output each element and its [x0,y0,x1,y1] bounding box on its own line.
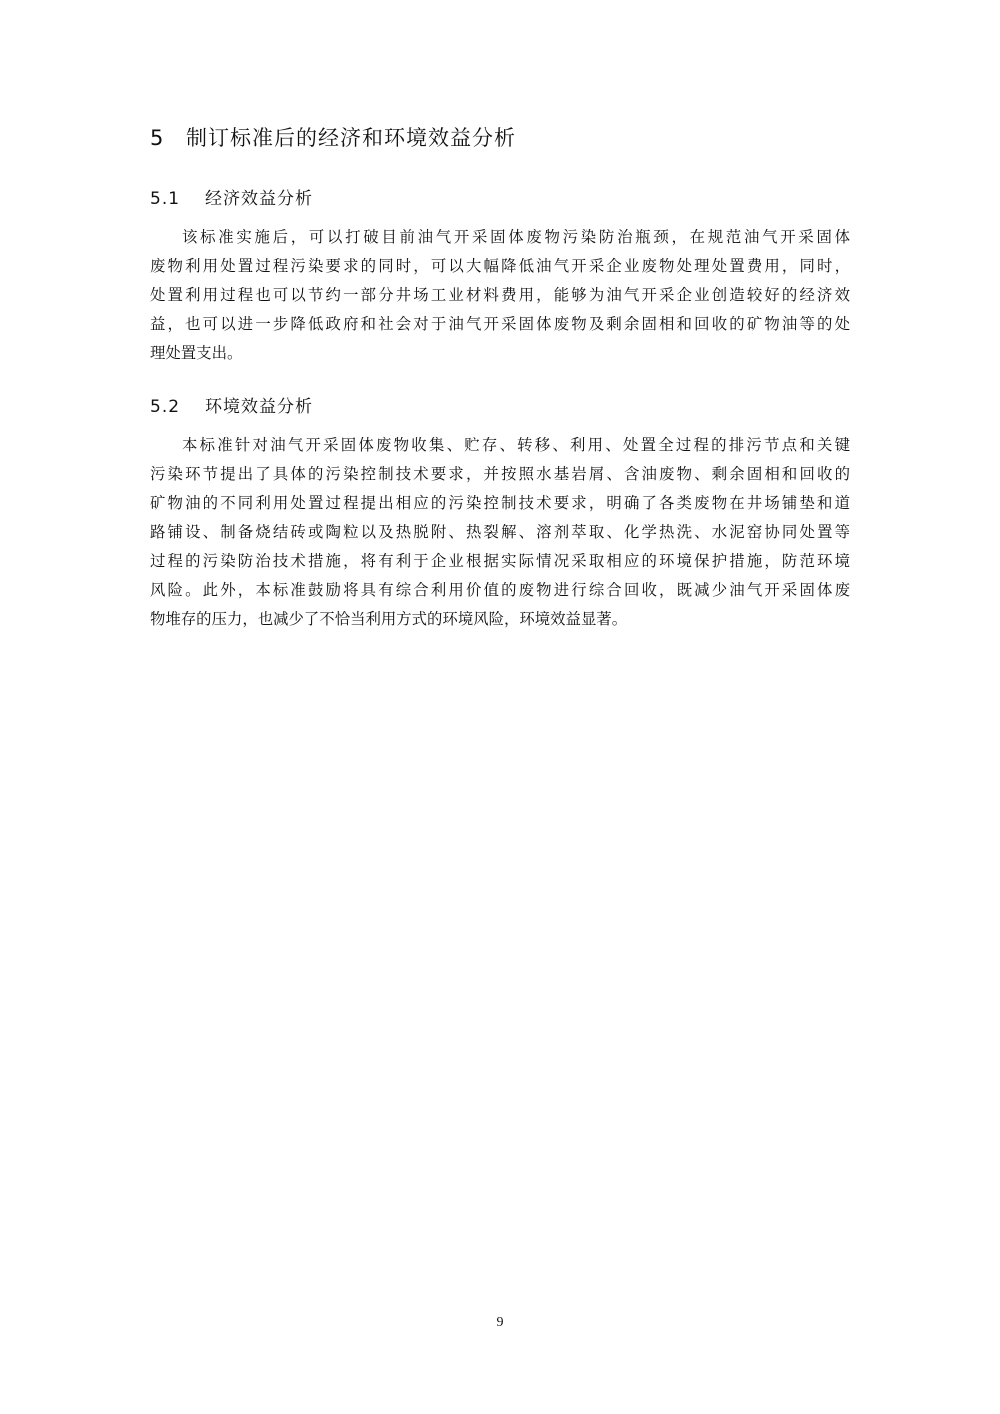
paragraph-line: 过程的污染防治技术措施，将有利于企业根据实际情况采取相应的环境保护措施，防范环境 [150,552,850,570]
subsection-heading-5-2 [150,392,313,417]
paragraph-economic-benefits [150,223,850,368]
paragraph-line: 矿物油的不同利用处置过程提出相应的污染控制技术要求，明确了各类废物在井场铺垫和道 [150,494,850,512]
subsection-number: 5.2 [150,397,181,417]
page-number: 9 [496,1315,504,1330]
paragraph-line: 理处置支出。 [150,344,243,362]
paragraph-line: 益，也可以进一步降低政府和社会对于油气开采固体废物及剩余固相和回收的矿物油等的处 [150,315,850,333]
subsection-number: 5.1 [150,189,181,209]
paragraph-line: 该标准实施后，可以打破目前油气开采固体废物污染防治瓶颈，在规范油气开采固体 [182,228,850,246]
subsection-title: 经济效益分析 [205,189,313,209]
section-number: 5 [150,126,165,150]
paragraph-line: 废物利用处置过程污染要求的同时，可以大幅降低油气开采企业废物处理处置费用，同时， [150,257,850,275]
subsection-heading-5-1 [150,184,313,209]
subsection-title: 环境效益分析 [205,397,313,417]
paragraph-line: 本标准针对油气开采固体废物收集、贮存、转移、利用、处置全过程的排污节点和关键 [182,436,850,454]
paragraph-line: 路铺设、制备烧结砖或陶粒以及热脱附、热裂解、溶剂萃取、化学热洗、水泥窑协同处置等 [150,523,850,541]
section-heading [150,122,516,152]
paragraph-line: 污染环节提出了具体的污染控制技术要求，并按照水基岩屑、含油废物、剩余固相和回收的 [150,465,850,483]
paragraph-line: 物堆存的压力，也减少了不恰当利用方式的环境风险，环境效益显著。 [150,610,628,628]
paragraph-line: 处置利用过程也可以节约一部分井场工业材料费用，能够为油气开采企业创造较好的经济效 [150,286,850,304]
section-title: 制订标准后的经济和环境效益分析 [186,126,516,150]
paragraph-line: 风险。此外，本标准鼓励将具有综合利用价值的废物进行综合回收，既减少油气开采固体废 [150,581,850,599]
paragraph-environmental-benefits [150,431,850,634]
